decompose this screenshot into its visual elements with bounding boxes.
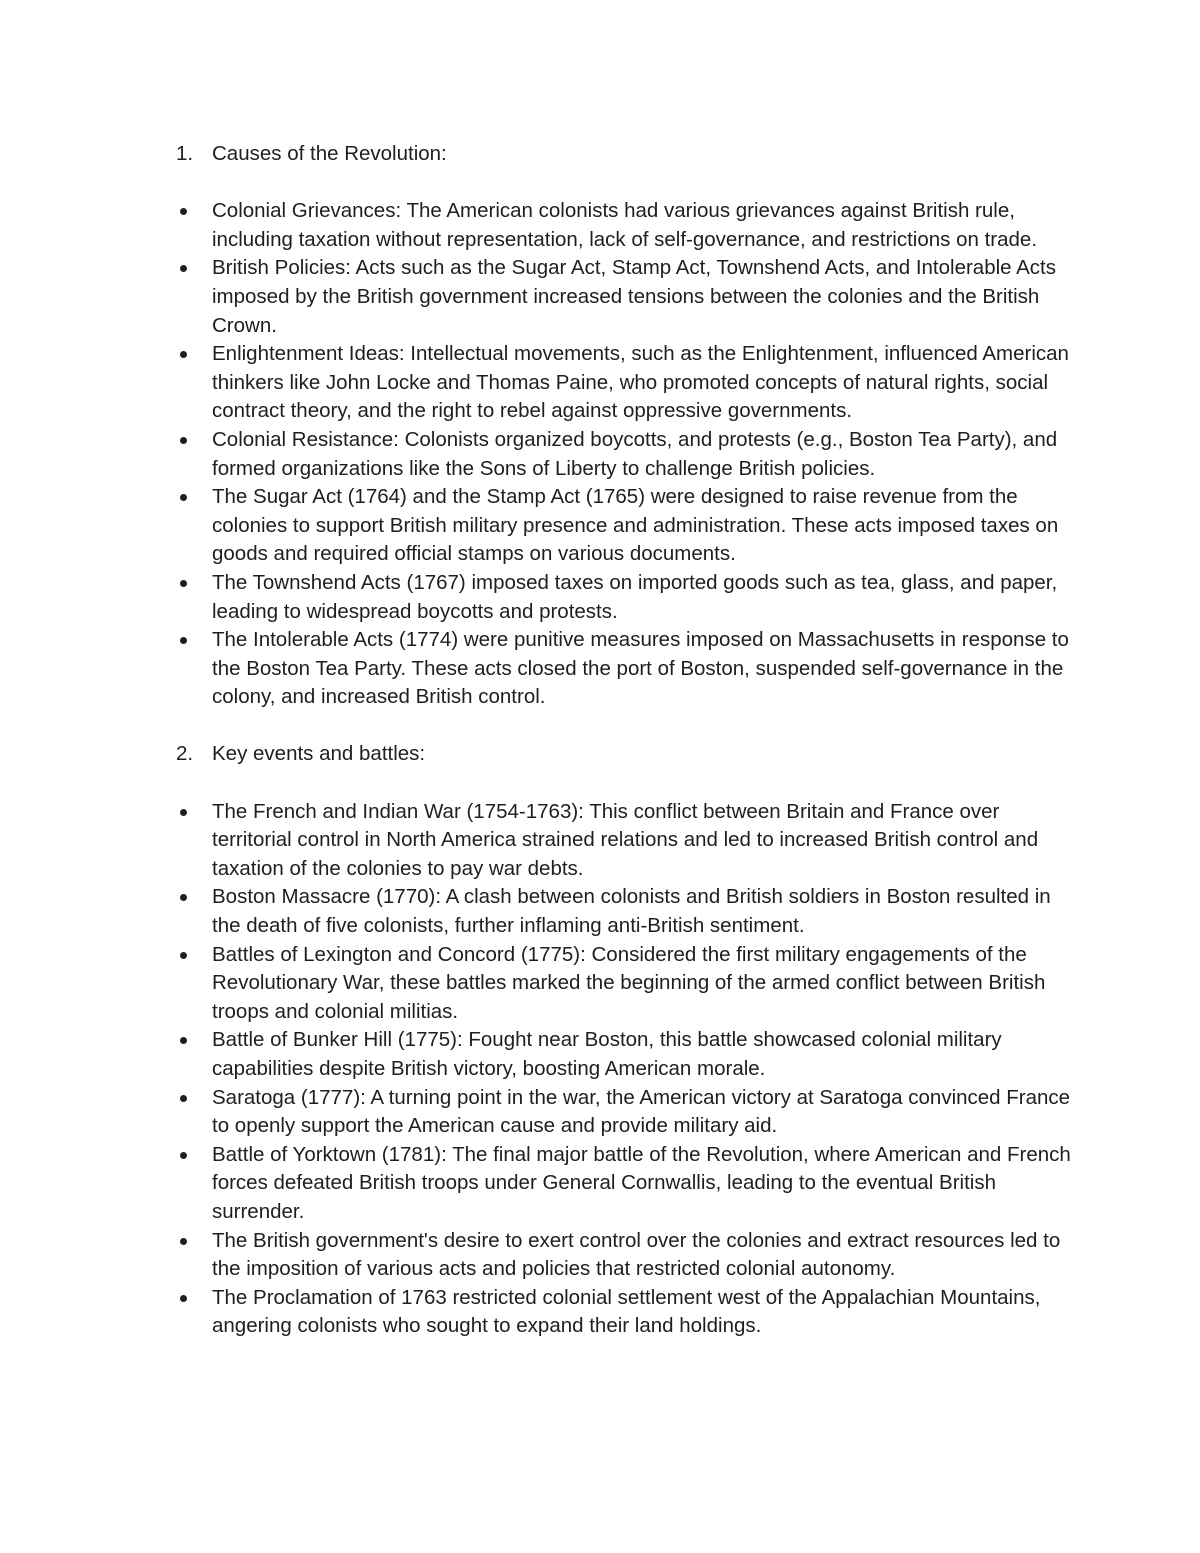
- list-item: [176, 1026, 1076, 1083]
- list-item: [176, 798, 1076, 884]
- section-title: Causes of the Revolution:: [212, 142, 447, 165]
- bullet-icon: [176, 426, 212, 483]
- list-item-text: Battles of Lexington and Concord (1775): Considered the first military engagements of the Revolutionary War, these battles marked the beginning of the armed conflict between British troops and colonial militias.: [212, 942, 1046, 1023]
- bullet-icon: [176, 483, 212, 569]
- list-item-text: Saratoga (1777): A turning point in the war, the American victory at Saratoga convinced France to openly support the American cause and provide military aid.: [212, 1085, 1071, 1138]
- list-item-text: Boston Massacre (1770): A clash between colonists and British soldiers in Boston resulted in the death of five colonists, further inflaming anti-British sentiment.: [212, 885, 1051, 938]
- section-heading: [176, 740, 1076, 769]
- list-item-text: Battle of Yorktown (1781): The final major battle of the Revolution, where American and French forces defeated British troops under General Cornwallis, leading to the eventual British surrender.: [212, 1142, 1071, 1223]
- bullet-icon: [176, 569, 212, 626]
- bullet-icon: [176, 941, 212, 1027]
- list-item: [176, 254, 1076, 340]
- bullet-icon: [176, 197, 212, 254]
- document-body: [176, 140, 1076, 1341]
- list-item-text: The Proclamation of 1763 restricted colonial settlement west of the Appalachian Mountains, angering colonists who sought to expand their land holdings.: [212, 1285, 1041, 1338]
- list-item: [176, 1141, 1076, 1227]
- bullet-icon: [176, 1227, 212, 1284]
- list-item-text: The French and Indian War (1754-1763): This conflict between Britain and France over territorial control in North America strained relations and led to increased British control and taxation of the colonies to pay war debts.: [212, 799, 1039, 880]
- bullet-icon: [176, 1284, 212, 1341]
- bullet-icon: [176, 626, 212, 712]
- list-item: [176, 1227, 1076, 1284]
- list-item-text: Enlightenment Ideas: Intellectual movements, such as the Enlightenment, influenced American thinkers like John Locke and Thomas Paine, who promoted concepts of natural rights, social contract theory, and the right to rebel against oppressive governments.: [212, 342, 1069, 423]
- section-title: Key events and battles:: [212, 742, 426, 766]
- section-number: 2.: [176, 742, 194, 766]
- list-item-text: Colonial Resistance: Colonists organized boycotts, and protests (e.g., Boston Tea Party), and formed organizations like the Sons of Liberty to challenge British policies.: [212, 427, 1058, 480]
- section-number: 1.: [176, 142, 194, 165]
- bullet-icon: [176, 1141, 212, 1227]
- bullet-list: [176, 798, 1076, 1341]
- list-item: [176, 483, 1076, 569]
- bullet-icon: [176, 254, 212, 340]
- section-key-events: [176, 740, 1076, 1340]
- list-item-text: Battle of Bunker Hill (1775): Fought near Boston, this battle showcased colonial military capabilities despite British victory, boosting American morale.: [212, 1028, 1002, 1080]
- list-item: [176, 197, 1076, 254]
- list-item-text: The Intolerable Acts (1774) were punitive measures imposed on Massachusetts in response to the Boston Tea Party. These acts closed the port of Boston, suspended self-governance in the colony, and increased British control.: [212, 628, 1069, 709]
- list-item: [176, 883, 1076, 940]
- bullet-icon: [176, 1026, 212, 1083]
- list-item: [176, 1284, 1076, 1341]
- bullet-icon: [176, 1084, 212, 1141]
- bullet-icon: [176, 883, 212, 940]
- list-item: [176, 941, 1076, 1027]
- bullet-list: [176, 197, 1076, 712]
- list-item-text: Colonial Grievances: The American colonists had various grievances against British rule, including taxation without representation, lack of self-governance, and restrictions on trade.: [212, 199, 1038, 251]
- list-item-text: The British government's desire to exert control over the colonies and extract resources led to the imposition of various acts and policies that restricted colonial autonomy.: [212, 1228, 1061, 1281]
- list-item: [176, 340, 1076, 426]
- list-item: [176, 569, 1076, 626]
- section-heading: [176, 140, 1076, 169]
- list-item-text: The Sugar Act (1764) and the Stamp Act (1765) were designed to raise revenue from the colonies to support British military presence and administration. These acts imposed taxes on goods and required official stamps on various documents.: [212, 485, 1059, 566]
- list-item-text: The Townshend Acts (1767) imposed taxes on imported goods such as tea, glass, and paper, leading to widespread boycotts and protests.: [212, 570, 1058, 623]
- list-item-text: British Policies: Acts such as the Sugar Act, Stamp Act, Townshend Acts, and Intolerable Acts imposed by the British government increased tensions between the colonies and the British Crown.: [212, 256, 1056, 337]
- section-causes: [176, 140, 1076, 712]
- list-item: [176, 626, 1076, 712]
- bullet-icon: [176, 340, 212, 426]
- list-item: [176, 1084, 1076, 1141]
- list-item: [176, 426, 1076, 483]
- bullet-icon: [176, 798, 212, 884]
